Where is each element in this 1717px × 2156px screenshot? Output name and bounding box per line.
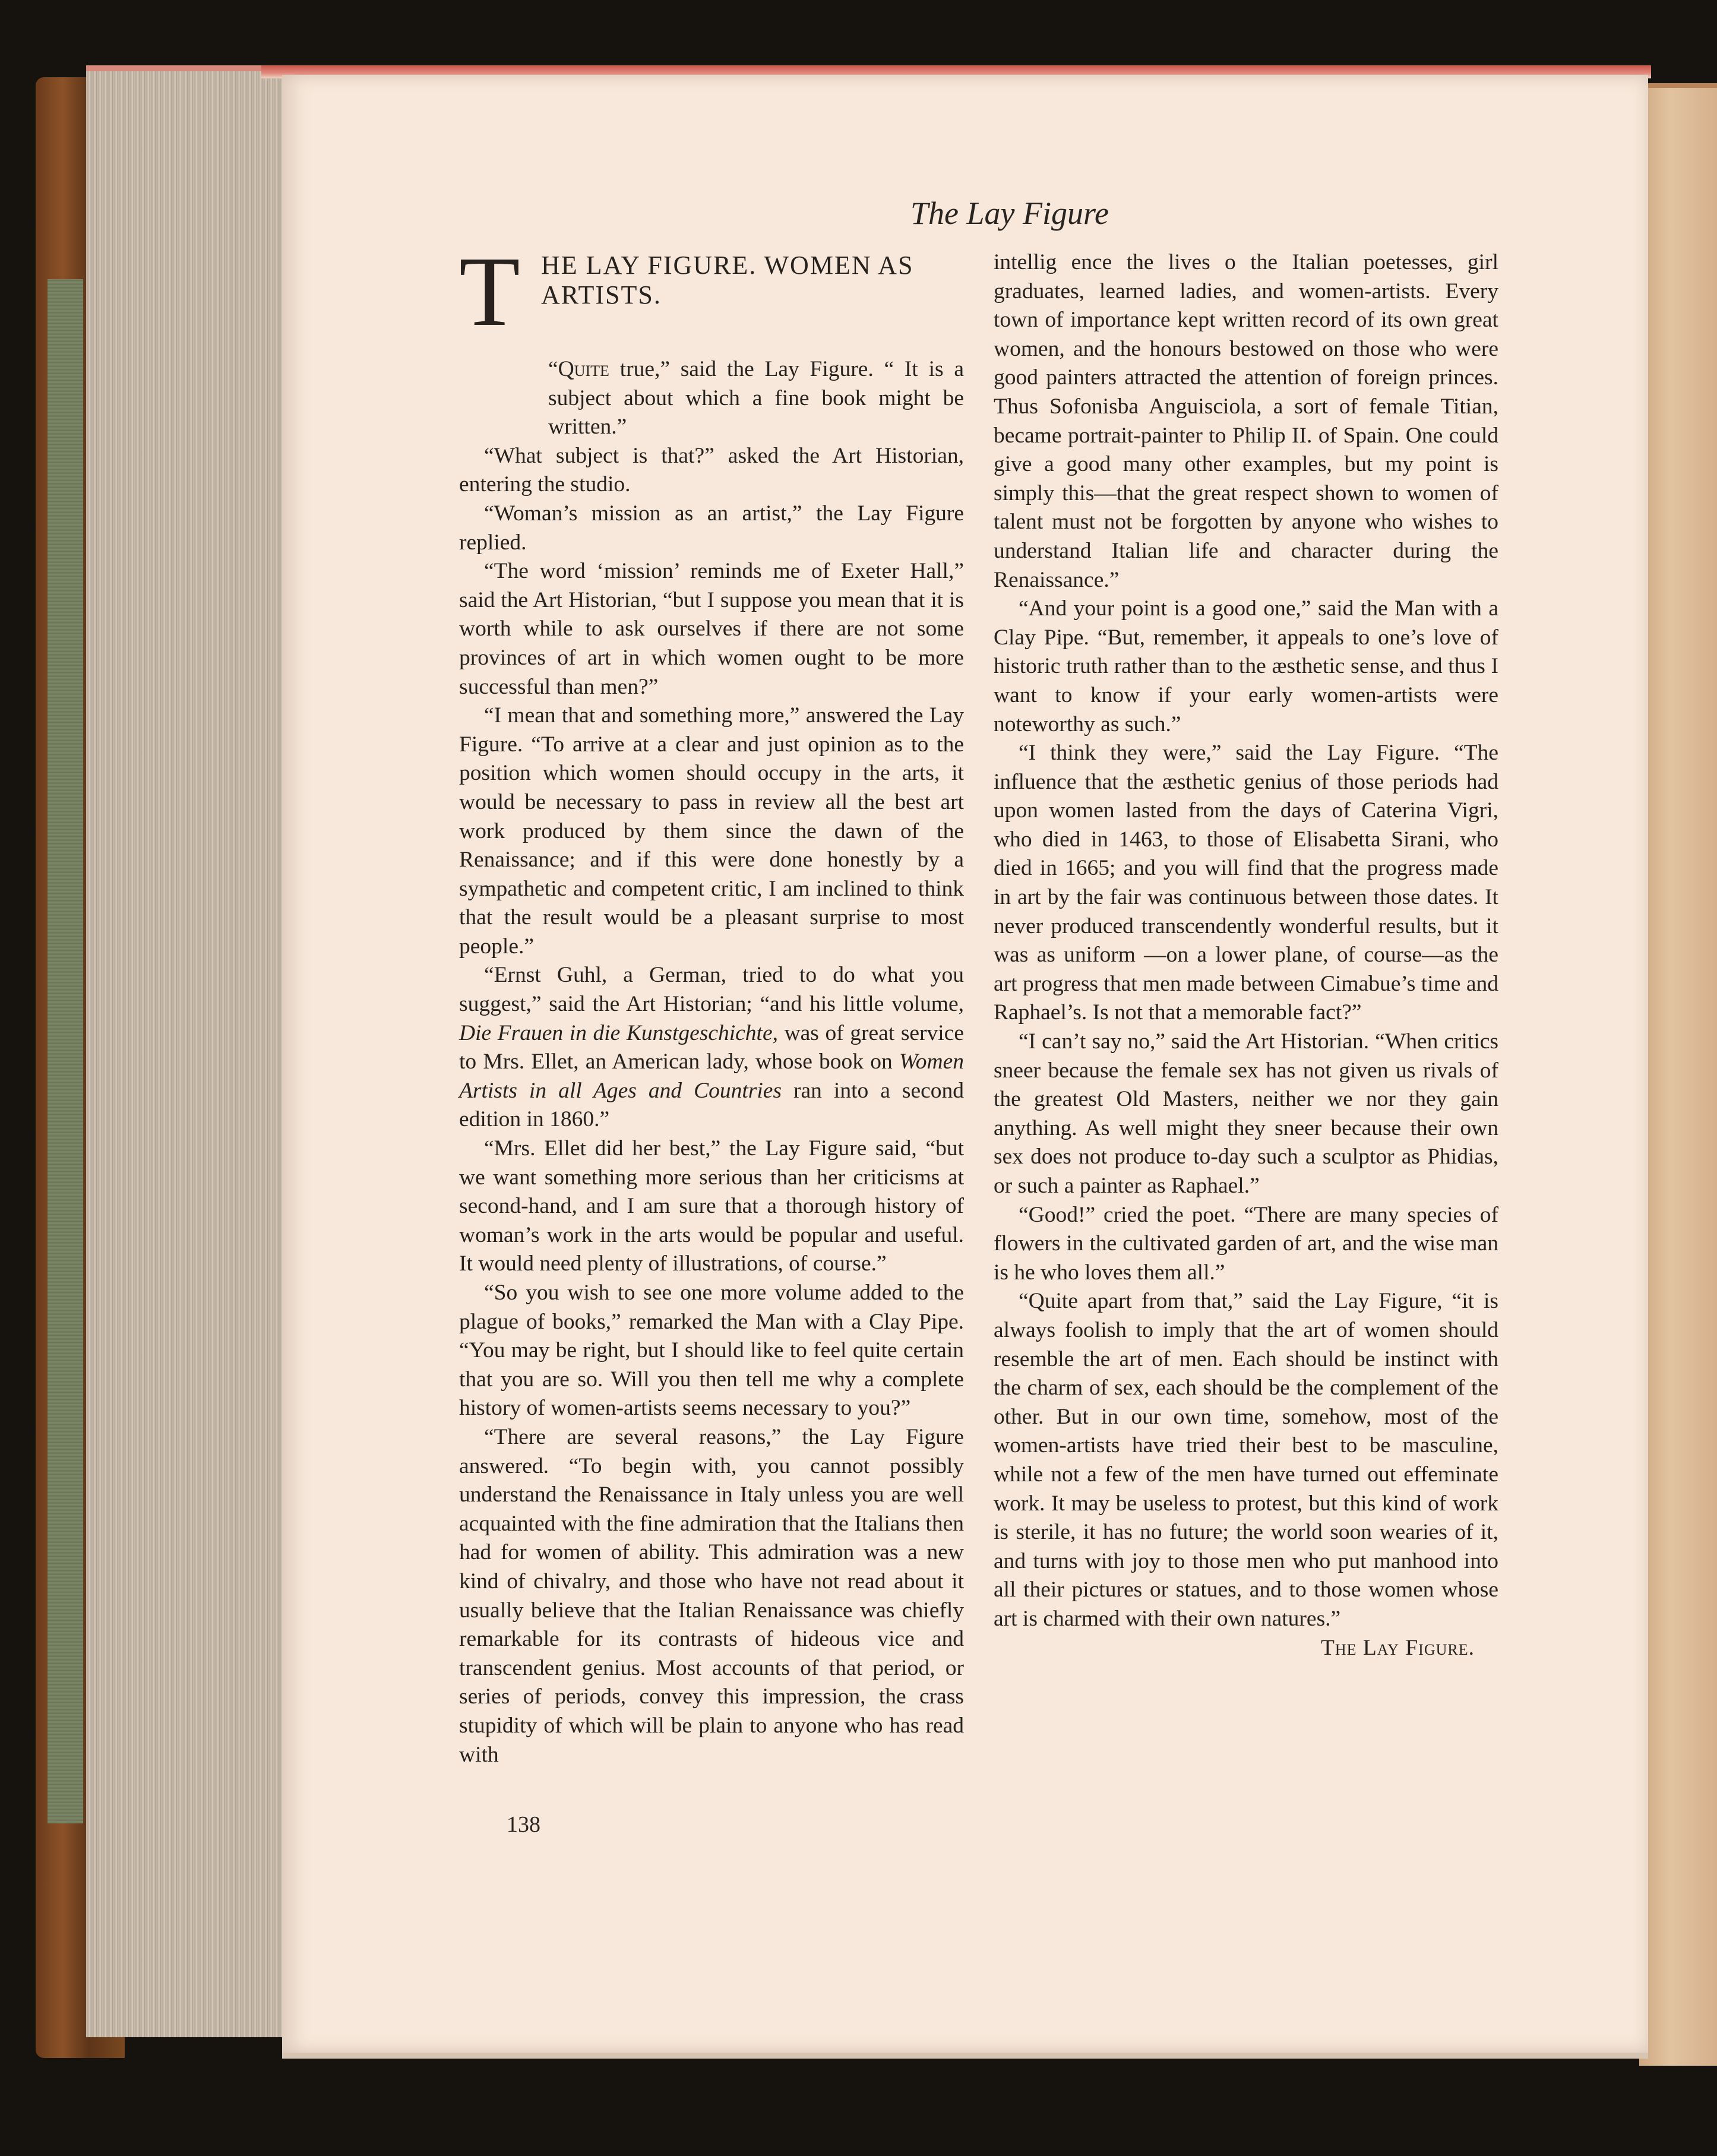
page-bottom-edge: [282, 2053, 1648, 2059]
paragraph: “There are several reasons,” the Lay Figure answered. “To begin with, you cannot possibly understand the Renaissance in Italy unless you are well acquainted with the fine admiration that the Italians then had for women of ability. This admiration was a new kind of chivalry, and those who have not read about it usually believe that the Italian Renaissance was chiefly remarkable for its contrasts of hideous vice and transcendent genius. Most accounts of that period, or series of periods, convey this impression, the crass stupidity of which will be plain to anyone who has read with: [459, 1424, 964, 1767]
book-spine-cloth: [48, 279, 83, 1823]
page-number: 138: [507, 1812, 540, 1837]
article-title-block: [459, 236, 964, 355]
signature: The Lay Figure.: [1320, 1635, 1475, 1660]
small-caps-word: Quite: [558, 357, 609, 381]
paragraph: [994, 1287, 1498, 1660]
running-head: The Lay Figure: [910, 195, 1109, 231]
paragraph-text: true,” said the Lay Figure. “ It is a subject about which a fine book might be written.”: [548, 357, 964, 440]
paragraph: “The word ‘mission’ reminds me of Exeter Hall,” said the Art Historian, “but I suppose you mean that it is worth while to ask ourselves if there are not some provinces of art in which women ought to be more successful than men?”: [459, 559, 964, 699]
paragraph: “Mrs. Ellet did her best,” the Lay Figure said, “but we want something more serious than her criticisms at second-hand, and I am sure that a thorough history of woman’s work in the arts would be popular and useful. It would need plenty of illustrations, of course.”: [459, 1136, 964, 1276]
article-title: HE LAY FIGURE. WOMEN AS ARTISTS.: [541, 251, 914, 309]
book-title: Women Artists in all Ages and Countries: [459, 1049, 964, 1103]
paragraph: “I can’t say no,” said the Art Historian. “When critics sneer because the female sex has not given us rivals of the greatest Old Masters, neither we nor they gain anything. As well might they sneer because their own sex does not produce to-day such a sculptor as Phidias, or such a painter as Raphael.”: [994, 1029, 1498, 1198]
paragraph: “And your point is a good one,” said the Man with a Clay Pipe. “But, remember, it appeals to one’s love of historic truth rather than to the æsthetic sense, and thus I want to know if your early women-artists were noteworthy as such.”: [994, 596, 1498, 736]
paragraph: “Quite true,” said the Lay Figure. “ It is a subject about which a fine book might be written.”: [548, 357, 964, 440]
left-column: [459, 236, 964, 1769]
book-cover-right-edge: [1639, 83, 1717, 2066]
paragraph-text: “Quite apart from that,” said the Lay Figure, “it is always foolish to imply that the art of women should resemble the art of men. Each should be instinct with the charm of sex, each should be the complement of the other. But in our own time, somehow, most of the women-artists have tried their best to be masculine, while not a few of the men have turned out effeminate work. It may be useless to protest, but this kind of work is sterile, it has no future; the world soon wearies of it, and turns with joy to those men who put manhood into all their pictures or statues, and to those women whose art is charmed with their own natures.”: [994, 1289, 1498, 1631]
paragraph: “What subject is that?” asked the Art Historian, entering the studio.: [459, 443, 964, 497]
book-title: Die Frauen in die Kunstgeschichte: [459, 1020, 773, 1045]
right-column: [994, 248, 1498, 1662]
paragraph: “Good!” cried the poet. “There are many species of flowers in the cultivated garden of art, and the wise man is he who loves them all.”: [994, 1202, 1498, 1285]
page-edges-stack: [86, 65, 282, 2037]
paragraph: “I mean that and something more,” answered the Lay Figure. “To arrive at a clear and just opinion as to the position which women should occupy in the arts, it would be necessary to pass in review all the best art work produced by them since the dawn of the Renaissance; and if this were done honestly by a sympathetic and competent critic, I am inclined to think that the result would be a pleasant surprise to most people.”: [459, 703, 964, 959]
paragraph: intellig ence the lives o the Italian poetesses, girl graduates, learned ladies, and women-artists. Every town of importance kept written record of its own great women, and the honours bestowed on those who were good painters attracted the attention of foreign princes. Thus Sofonisba Anguisciola, a sort of female Titian, became portrait-painter to Philip II. of Spain. One could give a good many other examples, but my point is simply this—that the great respect shown to women of talent must not be forgotten by anyone who wishes to understand Italian life and character during the Renaissance.”: [994, 250, 1498, 592]
paragraph: [459, 961, 964, 1134]
paragraph: “I think they were,” said the Lay Figure. “The influence that the æsthetic genius of those periods had upon women lasted from the days of Caterina Vigri, who died in 1463, to those of Elisabetta Sirani, who died in 1665; and you will find that the progress made in art by the fair was continuous between those dates. It never produced transcendently wonderful results, but it was as uniform —on a lower plane, of course—as the art progress that men made between Cimabue’s time and Raphael’s. Is not that a memorable fact?”: [994, 741, 1498, 1025]
paragraph: “So you wish to see one more volume added to the plague of books,” remarked the Man with a Clay Pipe. “You may be right, but I should like to feel quite certain that you are so. Will you then tell me why a complete history of women-artists seems necessary to you?”: [459, 1281, 964, 1421]
paragraph-text: “Ernst Guhl, a German, tried to do what you suggest,” said the Art Historian; “and his little volume,: [459, 963, 964, 1017]
drop-cap: T: [459, 236, 520, 347]
paragraph: “Woman’s mission as an artist,” the Lay Figure replied.: [459, 501, 964, 555]
paragraph-text: ran into a second edition in 1860.”: [459, 1078, 964, 1132]
paragraph-text: , was of great service to Mrs. Ellet, an American lady, whose book on: [459, 1020, 964, 1074]
